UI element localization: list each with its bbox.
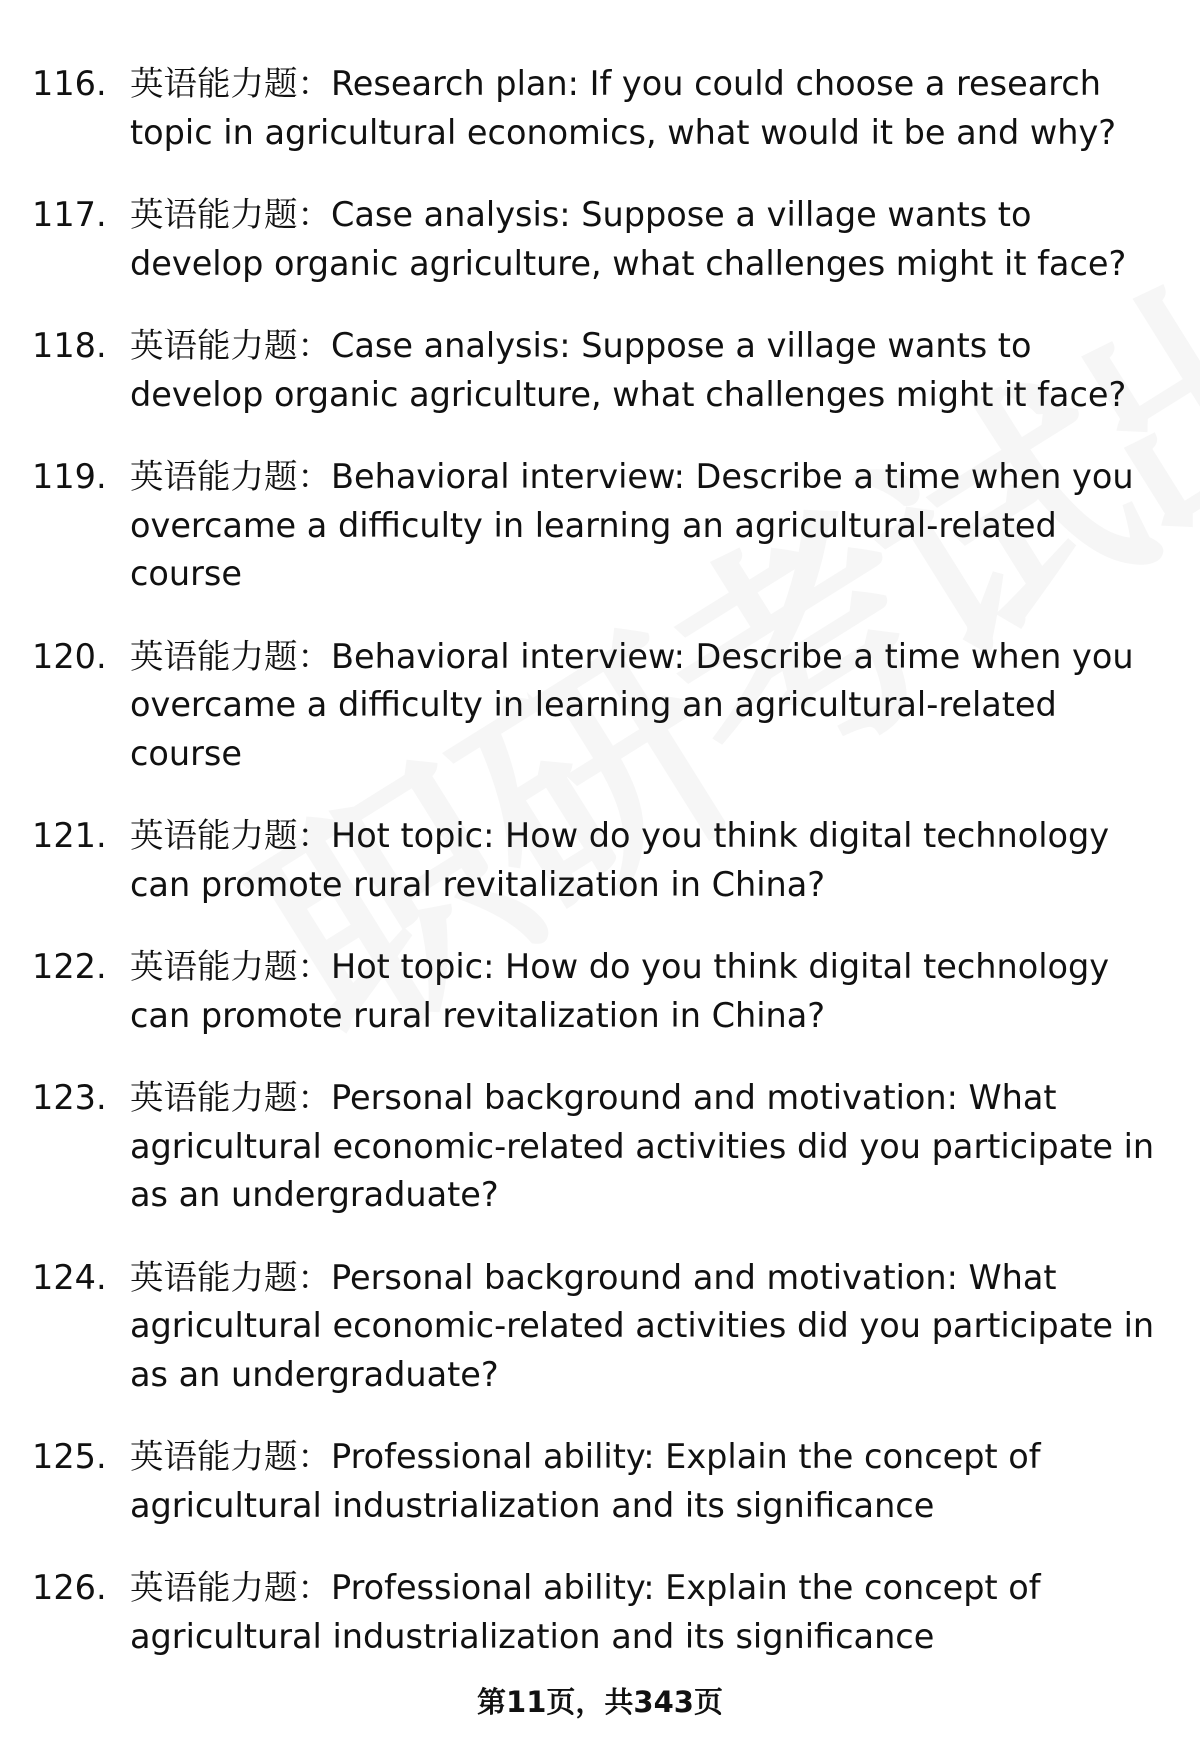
question-text: Professional ability: Explain the concept of agricultural industrialization and its significance bbox=[130, 1437, 1041, 1525]
question-item bbox=[32, 191, 1172, 288]
question-text: Behavioral interview: Describe a time when you overcame a difficulty in learning an agricultural-related course bbox=[130, 457, 1134, 593]
question-category: 英语能力题： bbox=[130, 1568, 331, 1607]
question-category: 英语能力题： bbox=[130, 1257, 331, 1297]
question-category: 英语能力题： bbox=[130, 1437, 331, 1476]
question-text: Case analysis: Suppose a village wants to develop organic agriculture, what challenges might it face? bbox=[130, 326, 1127, 414]
question-number: 122. bbox=[32, 947, 107, 986]
question-category: 英语能力题： bbox=[130, 947, 331, 986]
question-text: Professional ability: Explain the concept of agricultural industrialization and its significance bbox=[130, 1568, 1041, 1656]
question-text: Hot topic: How do you think digital technology can promote rural revitalization in China? bbox=[130, 816, 1110, 904]
question-text: Case analysis: Suppose a village wants to develop organic agriculture, what challenges might it face? bbox=[130, 195, 1127, 283]
question-number: 116. bbox=[32, 64, 107, 103]
question-text: Personal background and motivation: What agricultural economic-related activities did you participate in as an undergraduate? bbox=[130, 1257, 1155, 1394]
question-number: 123. bbox=[32, 1078, 107, 1117]
question-number: 125. bbox=[32, 1437, 107, 1476]
question-category: 英语能力题： bbox=[130, 636, 331, 676]
question-item bbox=[32, 453, 1172, 599]
question-number: 120. bbox=[32, 636, 107, 676]
question-item bbox=[32, 1254, 1172, 1400]
question-item bbox=[32, 322, 1172, 419]
question-item bbox=[32, 812, 1172, 909]
question-text: Personal background and motivation: What agricultural economic-related activities did you participate in as an undergraduate? bbox=[130, 1078, 1155, 1214]
question-text: Research plan: If you could choose a research topic in agricultural economics, what would it be and why? bbox=[130, 64, 1117, 152]
question-number: 124. bbox=[32, 1257, 107, 1297]
question-number: 121. bbox=[32, 816, 107, 855]
question-category: 英语能力题： bbox=[130, 195, 331, 234]
question-category: 英语能力题： bbox=[130, 1078, 331, 1117]
question-item bbox=[32, 1074, 1172, 1220]
question-category: 英语能力题： bbox=[130, 816, 331, 855]
question-number: 126. bbox=[32, 1568, 107, 1607]
question-text: Hot topic: How do you think digital technology can promote rural revitalization in China? bbox=[130, 947, 1110, 1035]
question-item bbox=[32, 633, 1172, 779]
page-footer: 第11页，共343页 bbox=[477, 1685, 723, 1719]
question-item bbox=[32, 943, 1172, 1040]
question-item bbox=[32, 1433, 1172, 1530]
question-number: 119. bbox=[32, 457, 107, 496]
question-list bbox=[32, 60, 1172, 1695]
question-text: Behavioral interview: Describe a time when you overcame a difficulty in learning an agricultural-related course bbox=[130, 636, 1134, 773]
question-number: 117. bbox=[32, 195, 107, 234]
question-category: 英语能力题： bbox=[130, 326, 331, 365]
question-category: 英语能力题： bbox=[130, 64, 331, 103]
question-item bbox=[32, 1564, 1172, 1661]
question-category: 英语能力题： bbox=[130, 457, 331, 496]
question-number: 118. bbox=[32, 326, 107, 365]
question-item bbox=[32, 60, 1172, 157]
